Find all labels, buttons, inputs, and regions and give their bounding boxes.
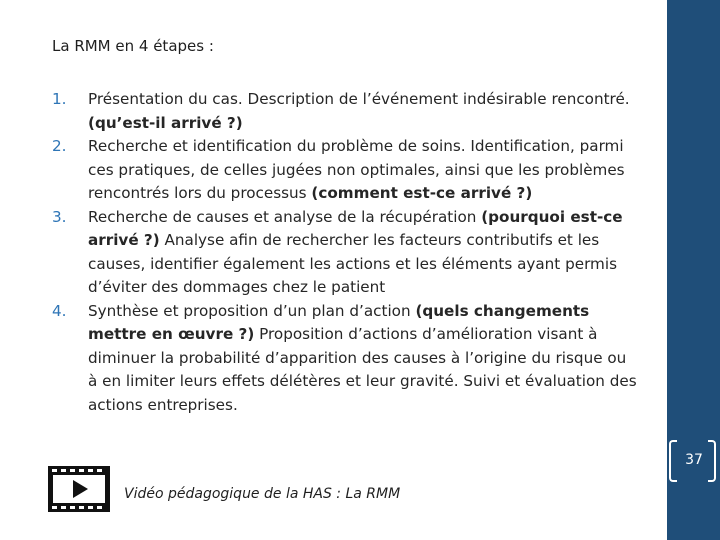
page-number: 37 xyxy=(685,452,703,468)
step-text: Recherche de causes et analyse de la récupération xyxy=(88,207,482,226)
steps-list xyxy=(52,88,637,417)
step-text: Recherche et identification du problème de soins. Identification, parmi ces pratiques, de celles jugées non optimales, ainsi que les problèmes rencontrés lors du processus xyxy=(88,137,625,202)
step-item xyxy=(52,206,637,300)
step-item xyxy=(52,88,637,135)
step-detail: Proposition d’actions d’amélioration visant à diminuer la probabilité d’apparition des causes à l’origine du risque ou à en limiter leurs effets délétères et leur gravité. Suivi et évaluation des actions entreprises. xyxy=(88,325,637,414)
step-question: (qu’est-il arrivé ?) xyxy=(88,113,243,132)
step-number: 2. xyxy=(52,137,67,155)
step-text: Présentation du cas. Description de l’événement indésirable rencontré. xyxy=(88,90,630,108)
step-item xyxy=(52,135,637,206)
film-play-icon[interactable] xyxy=(48,466,110,512)
step-number: 4. xyxy=(52,301,67,320)
step-item xyxy=(52,300,637,418)
slide-heading: La RMM en 4 étapes : xyxy=(52,37,214,55)
step-question: (pourquoi est-ce arrivé ?) xyxy=(88,207,623,249)
step-question: (comment est-ce arrivé ?) xyxy=(311,184,533,202)
step-number: 3. xyxy=(52,207,67,226)
step-text: Synthèse et proposition d’un plan d’action xyxy=(88,301,416,320)
step-question: (quels changements mettre en œuvre ?) xyxy=(88,301,590,343)
step-detail: Analyse afin de rechercher les facteurs contributifs et les causes, identifier également les actions et les éléments ayant permis d’éviter des dommages chez le patient xyxy=(88,231,617,296)
step-number: 1. xyxy=(52,90,67,108)
video-caption[interactable]: Vidéo pédagogique de la HAS : La RMM xyxy=(124,486,401,502)
